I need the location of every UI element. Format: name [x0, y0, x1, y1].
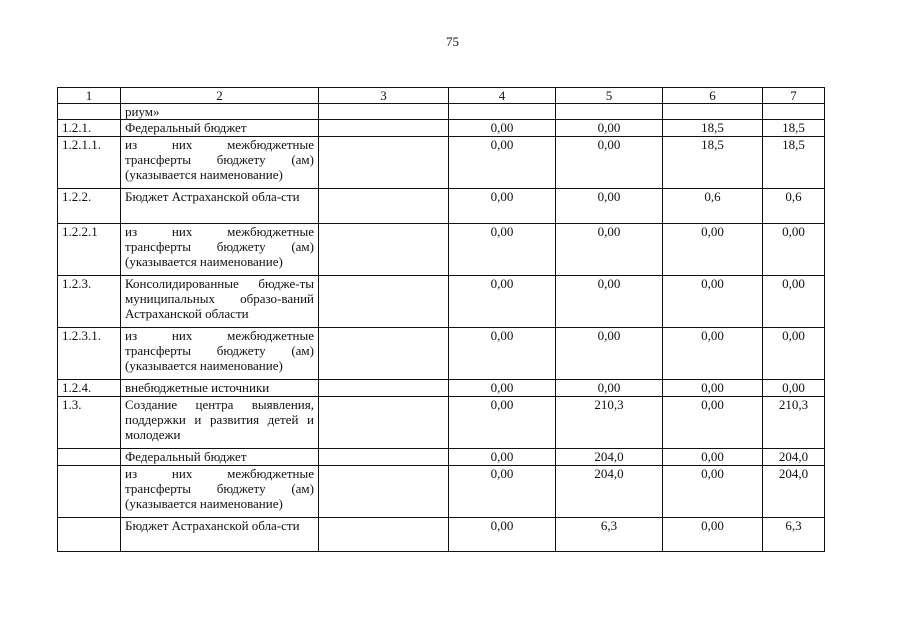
cell-name: из них межбюджетные трансферты бюджету (ам) (указывается наименование) [121, 137, 319, 189]
cell-col5: 6,3 [556, 518, 663, 552]
cell-col3 [319, 328, 449, 380]
cell-col5: 0,00 [556, 137, 663, 189]
cell-col3 [319, 104, 449, 120]
cell-name: риум» [121, 104, 319, 120]
cell-col4: 0,00 [449, 328, 556, 380]
cell-col7: 210,3 [763, 397, 825, 449]
cell-col5: 0,00 [556, 120, 663, 137]
cell-name: Создание центра выявления, поддержки и развития детей и молодежи [121, 397, 319, 449]
cell-code: 1.2.1.1. [58, 137, 121, 189]
cell-code: 1.2.1. [58, 120, 121, 137]
cell-col6: 18,5 [663, 120, 763, 137]
table-row [58, 137, 825, 189]
col-header-7: 7 [763, 88, 825, 104]
table-row [58, 328, 825, 380]
cell-name: из них межбюджетные трансферты бюджету (ам) (указывается наименование) [121, 466, 319, 518]
cell-code [58, 104, 121, 120]
cell-col3 [319, 189, 449, 224]
cell-name: Бюджет Астраханской обла-сти [121, 189, 319, 224]
table-body [58, 104, 825, 552]
cell-name: Федеральный бюджет [121, 449, 319, 466]
col-header-6: 6 [663, 88, 763, 104]
cell-col4: 0,00 [449, 189, 556, 224]
cell-col4: 0,00 [449, 449, 556, 466]
table-row [58, 449, 825, 466]
cell-name: Федеральный бюджет [121, 120, 319, 137]
cell-col6: 0,00 [663, 328, 763, 380]
cell-col4: 0,00 [449, 276, 556, 328]
table-row [58, 276, 825, 328]
cell-name: Бюджет Астраханской обла-сти [121, 518, 319, 552]
table-row [58, 397, 825, 449]
cell-col6: 0,00 [663, 449, 763, 466]
cell-code: 1.2.4. [58, 380, 121, 397]
cell-code: 1.2.3. [58, 276, 121, 328]
cell-col4: 0,00 [449, 518, 556, 552]
cell-col6: 18,5 [663, 137, 763, 189]
cell-col6: 0,00 [663, 224, 763, 276]
cell-col5: 0,00 [556, 328, 663, 380]
cell-col6: 0,00 [663, 518, 763, 552]
cell-col7: 204,0 [763, 449, 825, 466]
cell-col5: 204,0 [556, 449, 663, 466]
cell-col5: 0,00 [556, 276, 663, 328]
cell-col6: 0,00 [663, 397, 763, 449]
cell-col7: 6,3 [763, 518, 825, 552]
cell-col3 [319, 120, 449, 137]
col-header-4: 4 [449, 88, 556, 104]
cell-name: из них межбюджетные трансферты бюджету (ам) (указывается наименование) [121, 224, 319, 276]
cell-col7: 204,0 [763, 466, 825, 518]
cell-code: 1.2.3.1. [58, 328, 121, 380]
cell-code: 1.2.2.1 [58, 224, 121, 276]
cell-col3 [319, 224, 449, 276]
cell-code [58, 466, 121, 518]
cell-col4: 0,00 [449, 137, 556, 189]
col-header-2: 2 [121, 88, 319, 104]
header-row [58, 88, 825, 104]
cell-col7: 0,00 [763, 380, 825, 397]
cell-col7: 0,00 [763, 328, 825, 380]
cell-col4: 0,00 [449, 224, 556, 276]
table-row [58, 518, 825, 552]
cell-col6: 0,00 [663, 466, 763, 518]
cell-col5: 210,3 [556, 397, 663, 449]
cell-col3 [319, 449, 449, 466]
cell-col3 [319, 380, 449, 397]
cell-col5: 0,00 [556, 380, 663, 397]
col-header-5: 5 [556, 88, 663, 104]
cell-col7: 18,5 [763, 137, 825, 189]
cell-code: 1.3. [58, 397, 121, 449]
cell-col4: 0,00 [449, 120, 556, 137]
table-row [58, 120, 825, 137]
cell-col7: 0,6 [763, 189, 825, 224]
budget-table [57, 87, 825, 552]
cell-col5: 0,00 [556, 189, 663, 224]
cell-col4: 0,00 [449, 466, 556, 518]
cell-col4 [449, 104, 556, 120]
cell-col7: 0,00 [763, 276, 825, 328]
cell-col7 [763, 104, 825, 120]
cell-col3 [319, 397, 449, 449]
cell-name: внебюджетные источники [121, 380, 319, 397]
cell-name: Консолидированные бюдже-ты муниципальных образо-ваний Астраханской области [121, 276, 319, 328]
cell-col6: 0,6 [663, 189, 763, 224]
table-row [58, 189, 825, 224]
cell-col7: 0,00 [763, 224, 825, 276]
cell-col3 [319, 466, 449, 518]
cell-col7: 18,5 [763, 120, 825, 137]
page-number: 75 [446, 34, 459, 49]
cell-col5: 204,0 [556, 466, 663, 518]
table-row [58, 104, 825, 120]
table-row [58, 224, 825, 276]
cell-code: 1.2.2. [58, 189, 121, 224]
col-header-1: 1 [58, 88, 121, 104]
cell-code [58, 518, 121, 552]
cell-code [58, 449, 121, 466]
cell-col6: 0,00 [663, 276, 763, 328]
cell-col5 [556, 104, 663, 120]
cell-col4: 0,00 [449, 397, 556, 449]
cell-col3 [319, 276, 449, 328]
cell-col5: 0,00 [556, 224, 663, 276]
cell-col6 [663, 104, 763, 120]
cell-col6: 0,00 [663, 380, 763, 397]
cell-col4: 0,00 [449, 380, 556, 397]
table-row [58, 466, 825, 518]
cell-name: из них межбюджетные трансферты бюджету (ам) (указывается наименование) [121, 328, 319, 380]
cell-col3 [319, 518, 449, 552]
cell-col3 [319, 137, 449, 189]
table-row [58, 380, 825, 397]
col-header-3: 3 [319, 88, 449, 104]
